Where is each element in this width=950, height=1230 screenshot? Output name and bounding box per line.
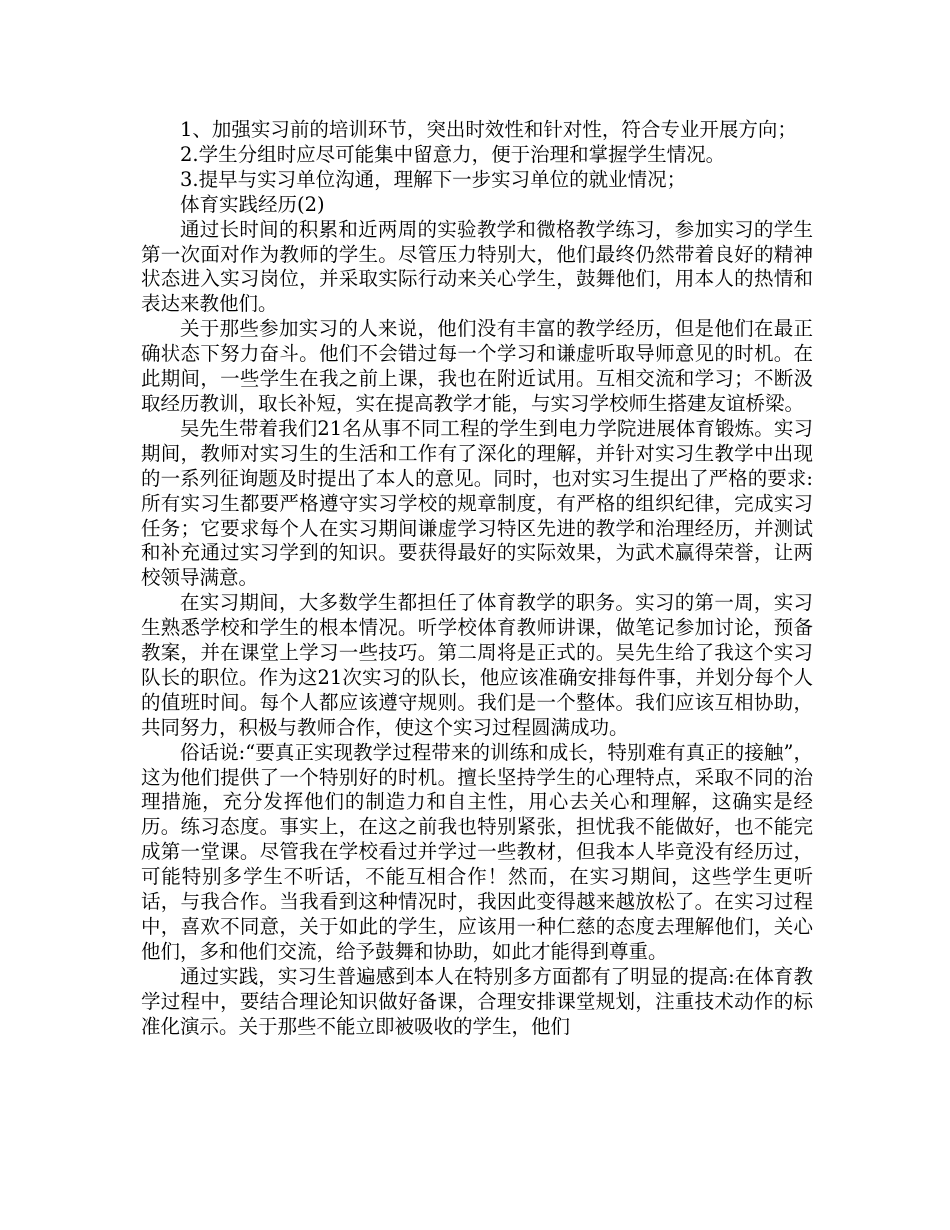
paragraph-internship-period: 在实习期间，大多数学生都担任了体育教学的职务。实习的第一周，实习生熟悉学校和学生的根本情况。听学校体育教师讲课，做笔记参加讨论，预备教案，并在课堂上学习一些技巧。第二周将是正式的。吴先生给了我这个实习队长的职位。作为这21次实习的队长，他应该准确安排每件事，并划分每个人的值班时间。每个人都应该遵守规则。我们是一个整体。我们应该互相协助，共同努力，积极与教师合作，使这个实习过程圆满成功。: [141, 591, 813, 739]
paragraph-intro: 通过长时间的积累和近两周的实验教学和微格教学练习，参加实习的学生第一次面对作为教师的学生。尽管压力特别大，他们最终仍然带着良好的精神状态进入实习岗位，并采取实际行动来关心学生，鼓舞他们，用本人的热情和表达来教他们。: [141, 217, 813, 316]
paragraph-practice: 通过实践，实习生普遍感到本人在特别多方面都有了明显的提高:在体育教学过程中，要结合理论知识做好备课，合理安排课堂规划，注重技术动作的标准化演示。关于那些不能立即被吸收的学生，他们: [141, 964, 813, 1038]
paragraph-grouping-suggestion: 2.学生分组时应尽可能集中留意力，便于治理和掌握学生情况。: [180, 142, 726, 166]
paragraph-communication-suggestion: 3.提早与实习单位沟通，理解下一步实习单位的就业情况；: [180, 167, 687, 191]
paragraph-proverb: 俗话说:“要真正实现教学过程带来的训练和成长，特别难有真正的接触”，这为他们提供了一个特别好的时机。擅长坚持学生的心理特点，采取不同的治理措施，充分发挥他们的制造力和自主性，用心去关心和理解，这确实是经历。练习态度。事实上，在这之前我也特别紧张，担忧我不能做好，也不能完成第一堂课。尽管我在学校看过并学过一些教材，但我本人毕竟没有经历过，可能特别多学生不听话，不能互相合作！然而，在实习期间，这些学生更听话，与我合作。当我看到这种情况时，我因此变得越来越放松了。在实习过程中，喜欢不同意，关于如此的学生，应该用一种仁慈的态度去理解他们，关心他们，多和他们交流，给予鼓舞和协助，如此才能得到尊重。: [141, 740, 813, 963]
document-body: [141, 118, 813, 1040]
paragraph-experience: 关于那些参加实习的人来说，他们没有丰富的教学经历，但是他们在最正确状态下努力奋斗。他们不会错过每一个学习和谦虚听取导师意见的时机。在此期间，一些学生在我之前上课，我也在附近试用。互相交流和学习；不断汲取经历教训，取长补短，实在提高教学才能，与实习学校师生搭建友谊桥梁。: [141, 317, 813, 415]
paragraph-mr-wu: 吴先生带着我们21名从事不同工程的学生到电力学院进展体育锻炼。实习期间，教师对实习生的生活和工作有了深化的理解，并针对实习生教学中出现的一系列征询题及时提出了本人的意见。同时，也对实习生提出了严格的要求:所有实习生都要严格遵守实习学校的规章制度，有严格的组织纪律，完成实习任务；它要求每个人在实习期间谦虚学习特区先进的教学和治理经历，并测试和补充通过实习学到的知识。要获得最好的实际效果，为武术赢得荣誉，让两校领导满意。: [141, 416, 813, 590]
paragraph-training-suggestion: 1、加强实习前的培训环节，突出时效性和针对性，符合专业开展方向；: [180, 118, 797, 141]
section-heading: 体育实践经历(2): [180, 192, 325, 216]
